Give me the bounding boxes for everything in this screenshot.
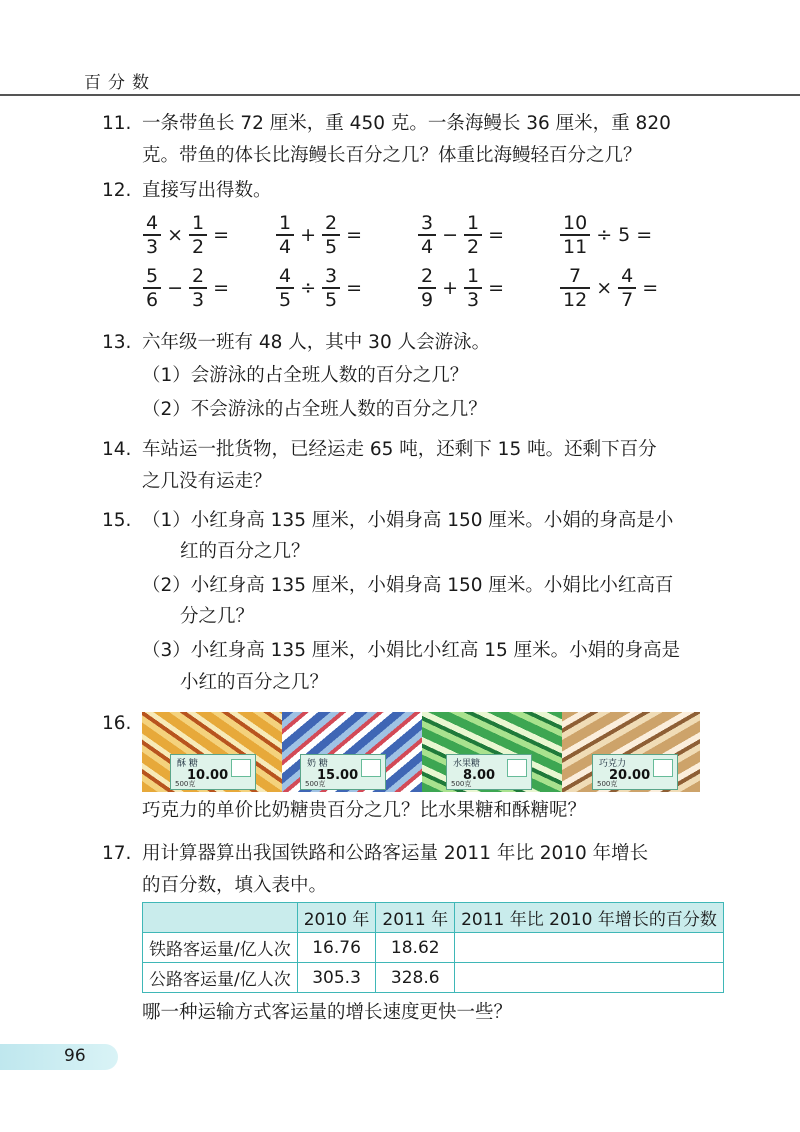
table-cell: 18.62 [376, 933, 455, 963]
q15-number: 15. [102, 510, 132, 531]
fraction: $\frac{10}{11}$ [560, 213, 590, 257]
q14-line1: 车站运一批货物，已经运走 65 吨，还剩下 15 吨。还剩下百分 [142, 439, 657, 460]
fraction: $\frac{4}{7}$ [618, 266, 636, 310]
table-cell: 16.76 [297, 933, 376, 963]
fraction: $\frac{3}{5}$ [322, 266, 340, 310]
table-row [143, 963, 724, 993]
table-header-cell [143, 903, 298, 933]
expr-r1e2: $\frac{1}{4}$ + $\frac{2}{5}$ = [276, 213, 368, 257]
q13-text: 六年级一班有 48 人，其中 30 人会游泳。 [142, 332, 491, 353]
table-row [143, 933, 724, 963]
table-cell: 铁路客运量/亿人次 [143, 933, 298, 963]
q15-sub2-line1: （2）小红身高 135 厘米，小娟身高 150 厘米。小娟比小红高百 [142, 575, 674, 596]
page-number-tab [0, 1044, 118, 1070]
expr-r1e3: $\frac{3}{4}$ − $\frac{1}{2}$ = [418, 213, 510, 257]
fraction: $\frac{1}{3}$ [464, 266, 482, 310]
q14-line2: 之几没有运走？ [142, 471, 272, 492]
fraction: $\frac{2}{9}$ [418, 266, 436, 310]
q15-sub1-line1: （1）小红身高 135 厘米，小娟身高 150 厘米。小娟的身高是小 [142, 510, 674, 531]
table-cell: 公路客运量/亿人次 [143, 963, 298, 993]
q13-sub1: （1）会游泳的占全班人数的百分之几？ [142, 365, 469, 386]
fraction: $\frac{4}{3}$ [143, 213, 161, 257]
q15-sub2-line2: 分之几？ [180, 606, 255, 627]
q12-text: 直接写出得数。 [142, 180, 272, 201]
q15-sub1-line2: 红的百分之几？ [180, 541, 310, 562]
expr-r1e1: $\frac{4}{3}$ × $\frac{1}{2}$ = [143, 213, 235, 257]
answer-cell[interactable] [455, 933, 724, 963]
q12-number: 12. [102, 180, 132, 201]
table-header-cell: 2011 年 [376, 903, 455, 933]
q11-line2: 克。带鱼的体长比海鳗长百分之几？体重比海鳗轻百分之几？ [142, 145, 642, 166]
table-cell: 328.6 [376, 963, 455, 993]
table-header-row [143, 903, 724, 933]
expr-r1e4: $\frac{10}{11}$ ÷ 5 = [560, 213, 658, 257]
q17-line2: 的百分数，填入表中。 [142, 875, 328, 896]
candy-photo [142, 712, 700, 792]
q13-sub2: （2）不会游泳的占全班人数的百分之几？ [142, 399, 487, 420]
expr-r2e4: $\frac{7}{12}$ × $\frac{4}{7}$ = [560, 266, 664, 310]
running-header: 百分数 [84, 73, 156, 93]
table-cell: 305.3 [297, 963, 376, 993]
fraction: $\frac{1}{4}$ [276, 213, 294, 257]
q14-number: 14. [102, 439, 132, 460]
table-header-cell: 2011 年比 2010 年增长的百分数 [455, 903, 724, 933]
price-tag: 巧克力 20.00 500克 [592, 754, 678, 790]
fraction: $\frac{3}{4}$ [418, 213, 436, 257]
fraction: $\frac{2}{3}$ [189, 266, 207, 310]
fraction: $\frac{1}{2}$ [464, 213, 482, 257]
expr-r2e1: $\frac{5}{6}$ − $\frac{2}{3}$ = [143, 266, 235, 310]
table-header-cell: 2010 年 [297, 903, 376, 933]
q15-sub3-line1: （3）小红身高 135 厘米，小娟比小红高 15 厘米。小娟的身高是 [142, 640, 681, 661]
fraction: $\frac{1}{2}$ [189, 213, 207, 257]
answer-cell[interactable] [455, 963, 724, 993]
q17-question: 哪一种运输方式客运量的增长速度更快一些？ [142, 1002, 513, 1023]
fraction: $\frac{2}{5}$ [322, 213, 340, 257]
expr-r2e3: $\frac{2}{9}$ + $\frac{1}{3}$ = [418, 266, 510, 310]
page-number: 96 [64, 1046, 86, 1066]
q15-sub3-line2: 小红的百分之几？ [180, 672, 329, 693]
fraction: $\frac{4}{5}$ [276, 266, 294, 310]
expr-r2e2: $\frac{4}{5}$ ÷ $\frac{3}{5}$ = [276, 266, 368, 310]
q16-question: 巧克力的单价比奶糖贵百分之几？比水果糖和酥糖呢？ [142, 800, 587, 821]
q17-number: 17. [102, 843, 132, 864]
fraction: $\frac{7}{12}$ [560, 266, 590, 310]
price-tag: 酥 糖 10.00 500克 [170, 754, 256, 790]
header-divider [0, 94, 800, 96]
passenger-volume-table [142, 902, 724, 993]
fraction: $\frac{5}{6}$ [143, 266, 161, 310]
price-tag: 奶 糖 15.00 500克 [300, 754, 386, 790]
q16-number: 16. [102, 713, 132, 734]
q11-number: 11. [102, 113, 132, 134]
q11-line1: 一条带鱼长 72 厘米，重 450 克。一条海鳗长 36 厘米，重 820 [142, 113, 671, 134]
q17-line1: 用计算器算出我国铁路和公路客运量 2011 年比 2010 年增长 [142, 843, 649, 864]
price-tag: 水果糖 8.00 500克 [446, 754, 532, 790]
q13-number: 13. [102, 332, 132, 353]
